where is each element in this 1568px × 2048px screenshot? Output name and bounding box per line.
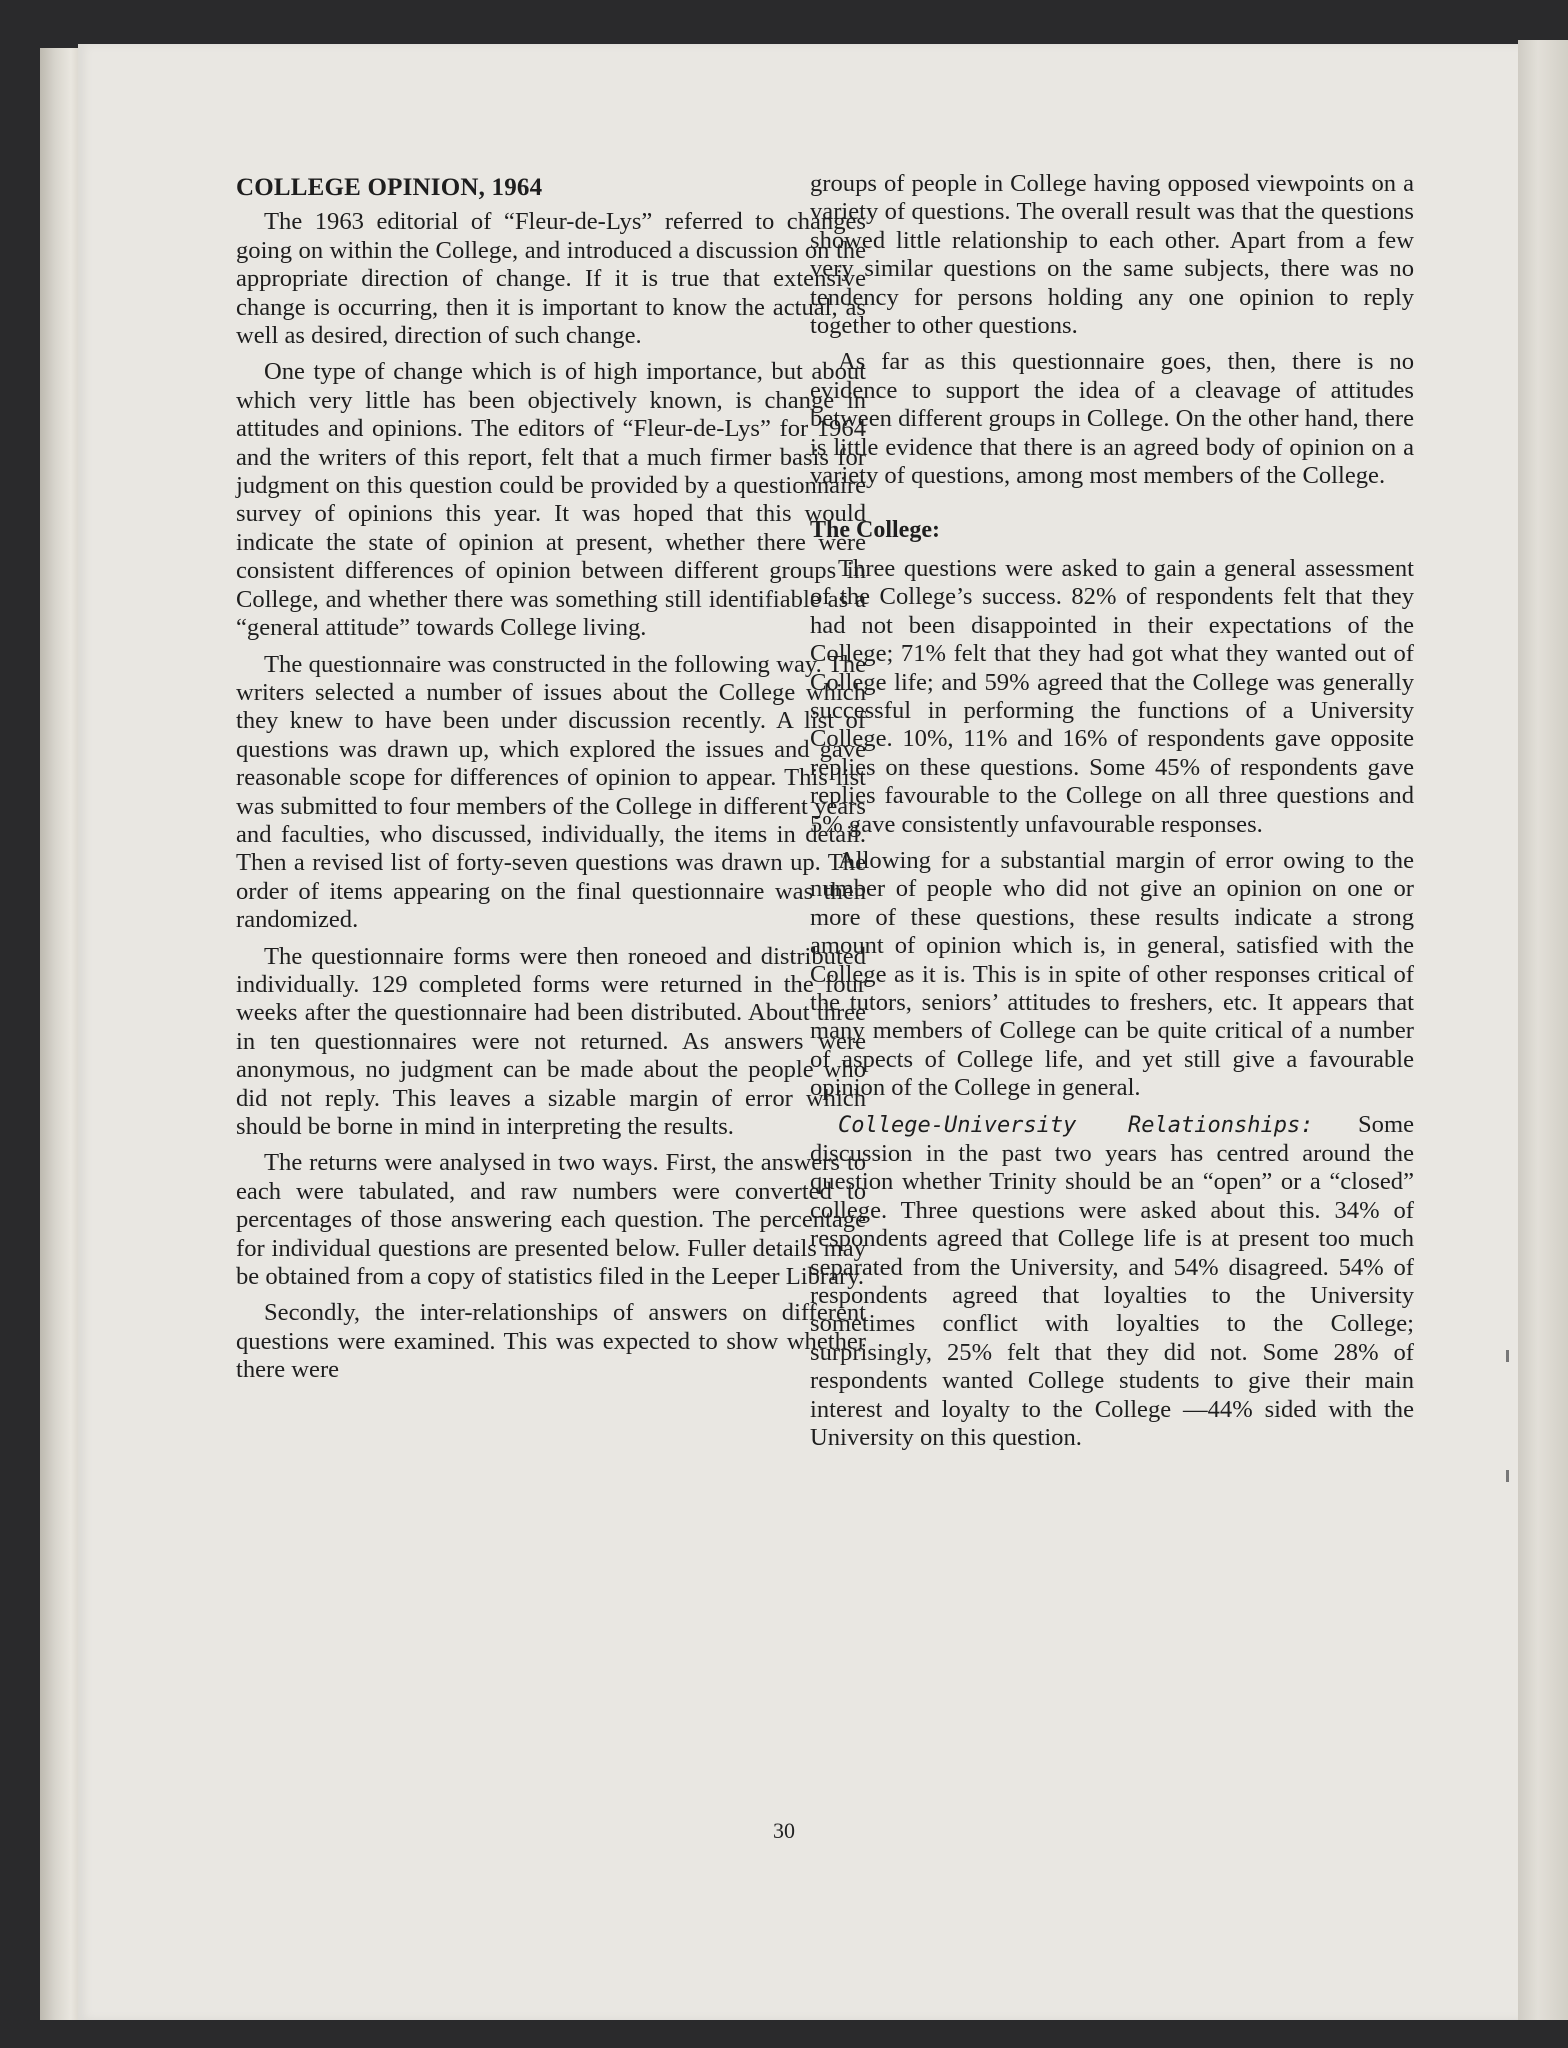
right-column [810, 170, 1414, 1460]
paragraph: Allowing for a substantial margin of error owing to the number of people who did not give an opinion on one or more of these questions, these results indicate a strong amount of opinion which is, in general, satisfied with the College as it is. This is in spite of other responses critical of the tutors, seniors’ attitudes to freshers, etc. It appears that many members of College can be quite critical of a number of aspects of College life, and yet still give a favourable opinion of the College in general. [810, 846, 1414, 1102]
paragraph: The returns were analysed in two ways. First, the answers to each were tabulated, and raw numbers were converted to percentages of those answering each question. The percentage for individual questions are presented below. Fuller details may be obtained from a copy of statistics filed in the Leeper Library. [236, 1149, 866, 1291]
section-heading: The College: [810, 517, 940, 544]
margin-mark [1506, 1350, 1509, 1362]
paragraph: The 1963 editorial of “Fleur-de-Lys” referred to changes going on within the College, and introduced a discussion on the appropriate direction of change. If it is true that extensive change is occurring, then it is important to know the actual, as well as desired, direction of such change. [236, 208, 866, 350]
paragraph-text: Some discussion in the past two years has centred around the question whether Trinity should be an “open” or a “closed” college. Three questions were asked about this. 34% of respondents agreed that College life is at present too much separated from the University, and 54% disagreed. 54% of respondents agreed that loyalties to the University sometimes conflict with loyalties to the College; surprisingly, 25% felt that they did not. Some 28% of respondents wanted College students to give their main interest and loyalty to the College —44% sided with the University on this question. [810, 1110, 1414, 1452]
paragraph: As far as this questionnaire goes, then, there is no evidence to support the idea of a cleavage of attitudes between different groups in College. On the other hand, there is little evidence that there is an agreed body of opinion on a variety of questions, among most members of the College. [810, 348, 1414, 490]
paragraph: The questionnaire was constructed in the following way. The writers selected a number of issues about the College which they knew to have been under discussion recently. A list of questions was drawn up, which explored the issues and gave reasonable scope for differences of opinion to appear. This list was submitted to four members of the College in different years and faculties, who discussed, individually, the items in detail. Then a revised list of forty-seven questions was drawn up. The order of items appearing on the final questionnaire was then randomized. [236, 650, 866, 934]
paragraph [810, 1111, 1414, 1453]
paragraph: Secondly, the inter-relationships of answers on different questions were examined. This was expected to show whether there were [236, 1299, 866, 1384]
left-column [236, 170, 866, 1393]
article-title: COLLEGE OPINION, 1964 [236, 174, 543, 201]
paragraph: One type of change which is of high importance, but about which very little has been objectively known, is change in attitudes and opinions. The editors of “Fleur-de-Lys” for 1964 and the writers of this report, felt that a much firmer basis for judgment on this question could be provided by a questionnaire survey of opinions this year. It was hoped that this would indicate the state of opinion at present, whether there were consistent differences of opinion between different groups in College, and whether there was something still identifiable as a “general attitude” towards College living. [236, 358, 866, 642]
paragraph: groups of people in College having opposed viewpoints on a variety of questions. The overall result was that the questions showed little relationship to each other. Apart from a few very similar questions on the same subjects, there was no tendency for persons holding any one opinion to reply together to other questions. [810, 170, 1414, 340]
inline-subheading: College-University Relationships: [838, 1112, 1314, 1138]
paragraph: The questionnaire forms were then roneoed and distributed individually. 129 completed forms were returned in the four weeks after the questionnaire had been distributed. About three in ten questionnaires were not returned. As answers were anonymous, no judgment can be made about the people who did not reply. This leaves a sizable margin of error which should be borne in mind in interpreting the results. [236, 942, 866, 1140]
paragraph: Three questions were asked to gain a general assessment of the College’s success. 82% of respondents felt that they had not been disappointed in their expectations of the College; 71% felt that they had got what they wanted out of College life; and 59% agreed that the College was generally successful in performing the functions of a University College. 10%, 11% and 16% of respondents gave opposite replies on these questions. Some 45% of respondents gave replies favourable to the College on all three questions and 5% gave consistently unfavourable responses. [810, 554, 1414, 838]
next-page-edge [1518, 40, 1568, 2020]
page-number: 30 [773, 1818, 795, 1843]
margin-mark [1506, 1470, 1509, 1482]
